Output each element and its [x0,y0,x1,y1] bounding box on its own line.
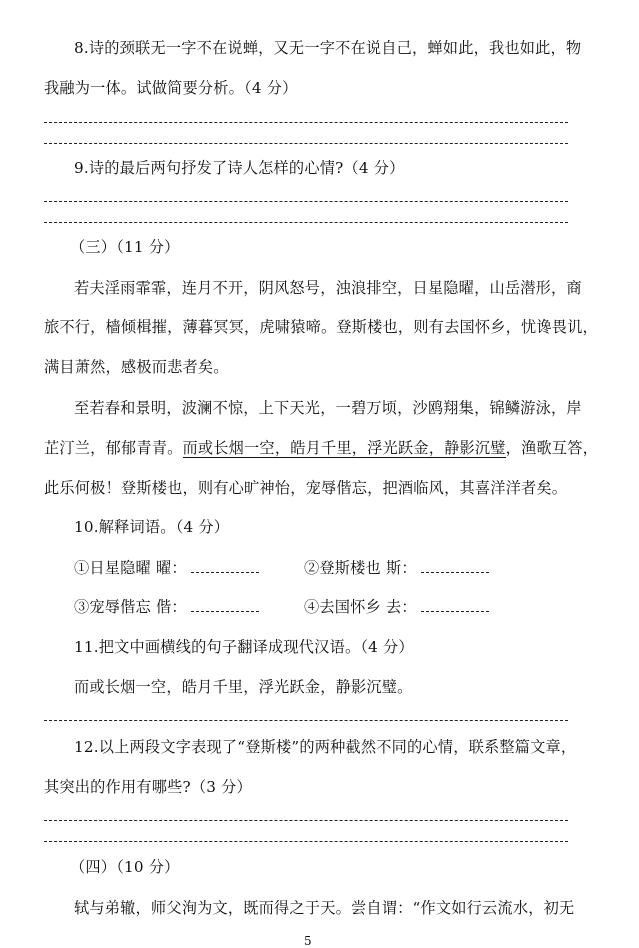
q10-blank-1 [191,560,259,573]
q10-blank-3 [191,599,259,612]
q8-line-1: 8.诗的颈联无一字不在说蝉，又无一字不在说自己，蝉如此，我也如此，物 [74,39,582,57]
q10-item-3 [74,597,259,617]
passage3-p2-line-1: 至若春和景明，波澜不惊，上下天光，一碧万顷，沙鸥翔集，锦鳞游泳，岸 [74,399,582,417]
passage3-p1-line-3: 满目萧然，感极而悲者矣。 [44,358,229,376]
answer-line [44,720,568,721]
passage3-p2-line-2-post: ，渔歌互答， [505,439,598,457]
passage3-p2-line-2 [44,438,598,458]
passage3-p1-line-2: 旅不行，樯倾楫摧，薄暮冥冥，虎啸猿啼。登斯楼也，则有去国怀乡，忧谗畏讥， [44,318,598,336]
q10-item-4 [304,597,489,617]
q10-item-2-label: ②登斯楼也 斯： [304,559,417,577]
passage4-line-1: 轼与弟辙，师父洵为文，既而得之于天。尝自谓：“作文如行云流水，初无 [74,899,575,917]
q10-item-3-label: ③宠辱偕忘 偕： [74,598,187,616]
q8-line-2: 我融为一体。试做简要分析。（4 分） [44,79,298,97]
passage3-p1-line-1: 若夫淫雨霏霏，连月不开，阴风怒号，浊浪排空，日星隐曜，山岳潜形，商 [74,279,582,297]
q11-title: 11.把文中画横线的句子翻译成现代汉语。（4 分） [74,638,414,656]
q9-line-1: 9.诗的最后两句抒发了诗人怎样的心情?（4 分） [74,159,405,177]
q10-blank-2 [421,560,489,573]
page-number: 5 [304,934,312,948]
section-3-heading: （三）（11 分） [70,238,180,256]
q10-item-1 [74,558,259,578]
q10-item-4-label: ④去国怀乡 去： [304,598,417,616]
answer-line [44,122,568,123]
q11-sentence: 而或长烟一空，皓月千里，浮光跃金，静影沉璧。 [74,678,413,696]
q10-item-2 [304,558,489,578]
underlined-sentence: 而或长烟一空，皓月千里，浮光跃金，静影沉璧 [182,439,506,457]
q10-blank-4 [421,599,489,612]
q10-item-1-label: ①日星隐曜 曜： [74,559,187,577]
q12-line-1: 12.以上两段文字表现了“登斯楼”的两种截然不同的心情，联系整篇文章， [74,738,577,756]
passage3-p2-line-3: 此乐何极！登斯楼也，则有心旷神怡，宠辱偕忘，把酒临风，其喜洋洋者矣。 [44,479,568,497]
q12-line-2: 其突出的作用有哪些?（3 分） [44,778,252,796]
answer-line [44,841,568,842]
q10-title: 10.解释词语。（4 分） [74,518,230,536]
answer-line [44,222,568,223]
answer-line [44,820,568,821]
answer-line [44,143,568,144]
passage3-p2-line-2-pre: 芷汀兰，郁郁青青。 [44,439,183,457]
section-4-heading: （四）（10 分） [70,858,180,876]
answer-line [44,201,568,202]
